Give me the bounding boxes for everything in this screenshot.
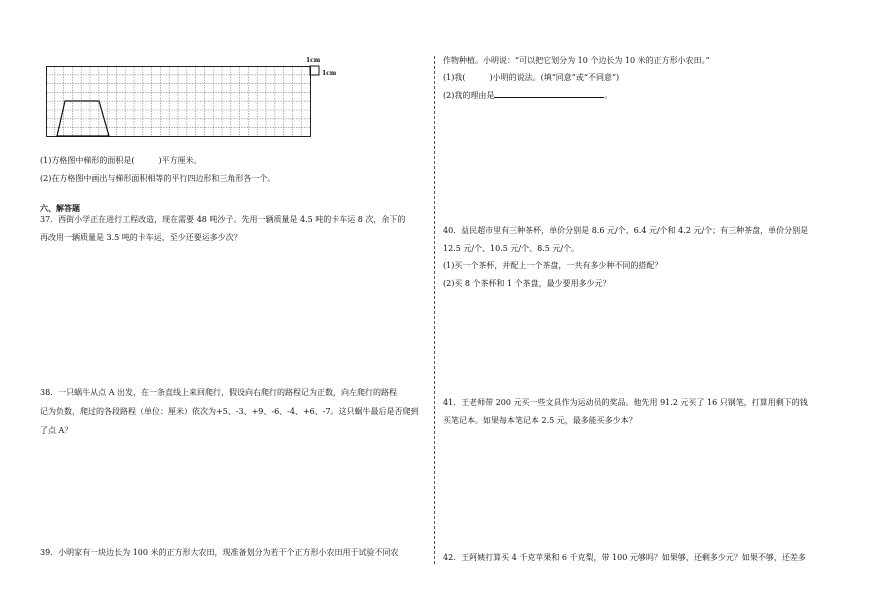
q40-sub2: (2)买 8 个茶杯和 1 个茶盘，最少要用多少元？ [443, 279, 611, 288]
q37-line1: 37．西街小学正在进行工程改造，现在需要 48 吨沙子。先用一辆质量是 4.5 吨的卡车运 8 次，余下的 [40, 215, 406, 224]
q41-line2: 买笔记本。如果每本笔记本 2.5 元，最多能买多少本？ [443, 416, 637, 425]
scale-label-top: 1cm [306, 57, 321, 64]
q41-line1: 41．王老师带 200 元买一些文具作为运动员的奖品。他先用 91.2 元买了 16 只钢笔，打算用剩下的钱 [443, 398, 808, 407]
q38-line1: 38．一只蜗牛从点 A 出发，在一条直线上来回爬行，假设向右爬行的路程记为正数，向左爬行的路程 [40, 388, 398, 397]
q40-line2: 12.5 元/个、10.5 元/个、8.5 元/个。 [443, 244, 580, 253]
q40-sub1: (1)买一个茶杯，并配上一个茶盘，一共有多少种不同的搭配？ [443, 261, 663, 270]
question-draw: (2)在方格图中画出与梯形面积相等的平行四边形和三角形各一个。 [40, 174, 276, 183]
q42-line1: 42．王阿姨打算买 4 千克苹果和 6 千克梨，带 100 元够吗？如果够，还剩多少元？如果不够，还差多 [443, 553, 806, 562]
section-title: 六、解答题 [40, 203, 80, 213]
q37-line2: 再改用一辆质量是 3.5 吨的卡车运，至少还要运多少次？ [40, 233, 242, 242]
q38-line2: 记为负数，爬过的各段路程（单位：厘米）依次为+5、-3、+9、-6、-4、+6、-7。这只蜗牛最后是否爬到 [40, 407, 419, 416]
q39-sub2-end: 。 [604, 91, 613, 100]
q40-line1: 40．益民超市里有三种茶杯，单价分别是 8.6 元/个、6.4 元/个和 4.2 元/个；有三种茶盘，单价分别是 [443, 226, 809, 235]
answer-blank [494, 88, 604, 98]
column-divider [434, 56, 435, 564]
question-area: (1)方格图中梯形的面积是( )平方厘米。 [40, 156, 202, 165]
grid-figure [46, 66, 318, 146]
q38-line3: 了点 A？ [40, 426, 73, 435]
square-grid [46, 66, 318, 142]
q39-continuation: 作物种植。小明说：“可以把它划分为 10 个边长为 10 米的正方形小农田。” [443, 56, 710, 65]
q39-sub2-label: (2)我的理由是 [443, 91, 495, 100]
q39-line1: 39．小明家有一块边长为 100 米的正方形大农田，现准备划分为若干个正方形小农田用于试验不同农 [40, 548, 399, 557]
q39-sub2 [443, 88, 612, 104]
scale-label-side: 1cm [322, 70, 337, 77]
q39-sub1: (1)我( )小明的说法。(填“同意”或“不同意”) [443, 73, 620, 82]
